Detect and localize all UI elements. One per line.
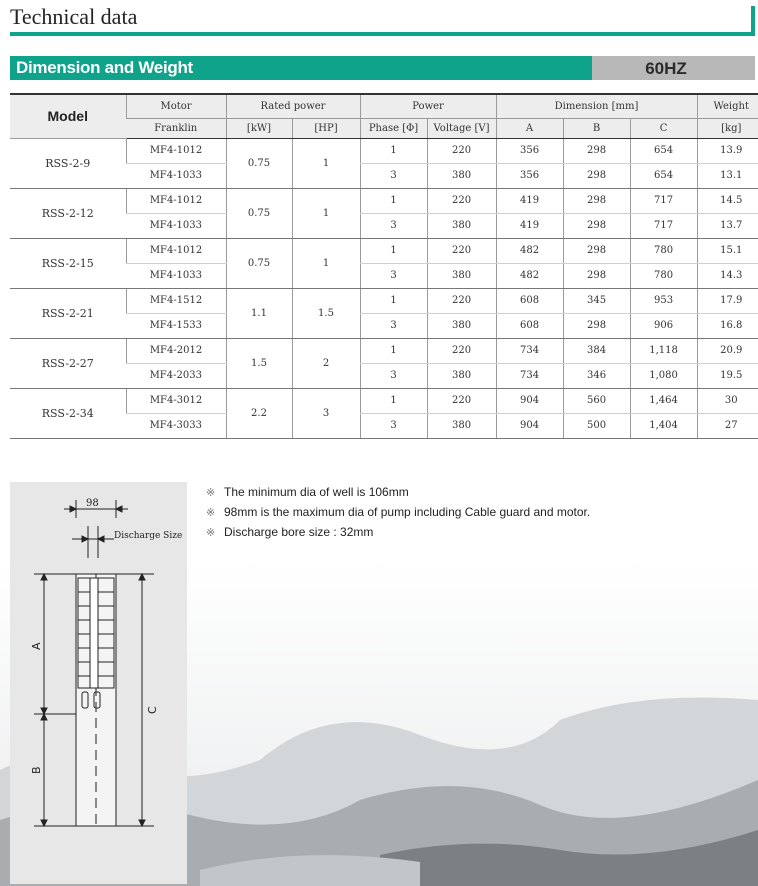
header-voltage: Voltage [V] bbox=[427, 118, 496, 138]
motor-cell: MF4-3012 bbox=[126, 388, 226, 413]
voltage-cell: 380 bbox=[427, 263, 496, 288]
header-phase: Phase [Φ] bbox=[360, 118, 427, 138]
dim-b-cell: 500 bbox=[563, 413, 630, 438]
hp-cell: 1.5 bbox=[292, 288, 360, 338]
phase-cell: 3 bbox=[360, 163, 427, 188]
motor-cell: MF4-3033 bbox=[126, 413, 226, 438]
kw-cell: 1.1 bbox=[226, 288, 292, 338]
header-kw: [kW] bbox=[226, 118, 292, 138]
pump-diagram bbox=[10, 482, 187, 884]
note-text: The minimum dia of well is 106mm bbox=[224, 485, 409, 499]
voltage-cell: 380 bbox=[427, 413, 496, 438]
dim-c-cell: 780 bbox=[630, 238, 697, 263]
dim-b-cell: 298 bbox=[563, 163, 630, 188]
header-b: B bbox=[563, 118, 630, 138]
dim-a-cell: 904 bbox=[496, 388, 563, 413]
kw-cell: 0.75 bbox=[226, 138, 292, 188]
motor-cell: MF4-1512 bbox=[126, 288, 226, 313]
model-cell: RSS-2-9 bbox=[10, 138, 126, 188]
phase-cell: 1 bbox=[360, 138, 427, 163]
header-c: C bbox=[630, 118, 697, 138]
dim-a-cell: 734 bbox=[496, 338, 563, 363]
phase-cell: 1 bbox=[360, 338, 427, 363]
table-row bbox=[10, 138, 758, 163]
hp-cell: 1 bbox=[292, 238, 360, 288]
dim-b-cell: 345 bbox=[563, 288, 630, 313]
motor-cell: MF4-2012 bbox=[126, 338, 226, 363]
weight-cell: 14.5 bbox=[697, 188, 758, 213]
weight-cell: 13.9 bbox=[697, 138, 758, 163]
dim-b-cell: 298 bbox=[563, 313, 630, 338]
dim-c-cell: 654 bbox=[630, 138, 697, 163]
phase-cell: 3 bbox=[360, 213, 427, 238]
header-power: Power bbox=[360, 94, 496, 118]
dim-c-cell: 717 bbox=[630, 188, 697, 213]
table-header-row bbox=[10, 94, 758, 118]
dim-c-cell: 717 bbox=[630, 213, 697, 238]
dim-a-cell: 419 bbox=[496, 213, 563, 238]
model-cell: RSS-2-12 bbox=[10, 188, 126, 238]
kw-cell: 0.75 bbox=[226, 238, 292, 288]
dim-c-cell: 654 bbox=[630, 163, 697, 188]
phase-cell: 3 bbox=[360, 313, 427, 338]
note-item bbox=[206, 502, 590, 522]
weight-cell: 27 bbox=[697, 413, 758, 438]
frequency-bar bbox=[592, 56, 755, 80]
header-rated-power: Rated power bbox=[226, 94, 360, 118]
voltage-cell: 220 bbox=[427, 338, 496, 363]
dim-c-cell: 906 bbox=[630, 313, 697, 338]
model-cell: RSS-2-27 bbox=[10, 338, 126, 388]
dim-a-cell: 356 bbox=[496, 163, 563, 188]
header-weight-unit: [kg] bbox=[697, 118, 758, 138]
header-weight: Weight bbox=[697, 94, 758, 118]
phase-cell: 3 bbox=[360, 413, 427, 438]
weight-cell: 20.9 bbox=[697, 338, 758, 363]
voltage-cell: 380 bbox=[427, 313, 496, 338]
voltage-cell: 220 bbox=[427, 138, 496, 163]
table-row bbox=[10, 338, 758, 363]
phase-cell: 1 bbox=[360, 238, 427, 263]
weight-cell: 14.3 bbox=[697, 263, 758, 288]
header-dimension: Dimension [mm] bbox=[496, 94, 697, 118]
kw-cell: 2.2 bbox=[226, 388, 292, 438]
section-bar bbox=[10, 56, 755, 80]
page-title: Technical data bbox=[10, 4, 138, 29]
note-text: Discharge bore size : 32mm bbox=[224, 525, 374, 539]
dim-a-cell: 734 bbox=[496, 363, 563, 388]
phase-cell: 1 bbox=[360, 188, 427, 213]
dim-b-cell: 298 bbox=[563, 263, 630, 288]
table-row bbox=[10, 188, 758, 213]
model-cell: RSS-2-21 bbox=[10, 288, 126, 338]
motor-cell: MF4-1033 bbox=[126, 213, 226, 238]
voltage-cell: 380 bbox=[427, 213, 496, 238]
weight-cell: 13.1 bbox=[697, 163, 758, 188]
dimension-weight-table bbox=[10, 93, 758, 439]
dim-a-cell: 356 bbox=[496, 138, 563, 163]
weight-cell: 19.5 bbox=[697, 363, 758, 388]
dim-c-cell: 953 bbox=[630, 288, 697, 313]
voltage-cell: 220 bbox=[427, 188, 496, 213]
motor-cell: MF4-1033 bbox=[126, 263, 226, 288]
weight-cell: 17.9 bbox=[697, 288, 758, 313]
dim-a-cell: 482 bbox=[496, 238, 563, 263]
dim-c-cell: 780 bbox=[630, 263, 697, 288]
frequency-label: 60HZ bbox=[645, 59, 687, 78]
table-row bbox=[10, 388, 758, 413]
motor-cell: MF4-1012 bbox=[126, 138, 226, 163]
weight-cell: 15.1 bbox=[697, 238, 758, 263]
kw-cell: 1.5 bbox=[226, 338, 292, 388]
motor-cell: MF4-1012 bbox=[126, 188, 226, 213]
note-text: 98mm is the maximum dia of pump including Cable guard and motor. bbox=[224, 505, 591, 519]
voltage-cell: 220 bbox=[427, 388, 496, 413]
dim-c-cell: 1,118 bbox=[630, 338, 697, 363]
voltage-cell: 380 bbox=[427, 163, 496, 188]
header-hp: [HP] bbox=[292, 118, 360, 138]
motor-cell: MF4-1012 bbox=[126, 238, 226, 263]
dim-a-cell: 904 bbox=[496, 413, 563, 438]
dim-c-cell: 1,404 bbox=[630, 413, 697, 438]
weight-cell: 30 bbox=[697, 388, 758, 413]
dim-b-cell: 560 bbox=[563, 388, 630, 413]
section-title: Dimension and Weight bbox=[16, 58, 193, 77]
width-label: 98 bbox=[86, 498, 99, 509]
note-marker: ※ bbox=[206, 506, 216, 519]
dim-c-cell: 1,464 bbox=[630, 388, 697, 413]
model-cell: RSS-2-15 bbox=[10, 238, 126, 288]
motor-cell: MF4-2033 bbox=[126, 363, 226, 388]
dim-c-cell: 1,080 bbox=[630, 363, 697, 388]
hp-cell: 2 bbox=[292, 338, 360, 388]
notes-list bbox=[206, 482, 590, 542]
dimension-a-label: A bbox=[30, 642, 43, 650]
dim-b-cell: 298 bbox=[563, 238, 630, 263]
table-row bbox=[10, 288, 758, 313]
kw-cell: 0.75 bbox=[226, 188, 292, 238]
table-row bbox=[10, 238, 758, 263]
dim-a-cell: 419 bbox=[496, 188, 563, 213]
phase-cell: 3 bbox=[360, 263, 427, 288]
hp-cell: 3 bbox=[292, 388, 360, 438]
dim-a-cell: 608 bbox=[496, 313, 563, 338]
note-marker: ※ bbox=[206, 486, 216, 499]
phase-cell: 1 bbox=[360, 388, 427, 413]
hp-cell: 1 bbox=[292, 188, 360, 238]
note-item bbox=[206, 482, 590, 502]
dim-b-cell: 298 bbox=[563, 213, 630, 238]
dim-a-cell: 608 bbox=[496, 288, 563, 313]
weight-cell: 16.8 bbox=[697, 313, 758, 338]
weight-cell: 13.7 bbox=[697, 213, 758, 238]
model-cell: RSS-2-34 bbox=[10, 388, 126, 438]
section-title-bar bbox=[10, 56, 592, 80]
dim-b-cell: 346 bbox=[563, 363, 630, 388]
header-motor: Motor bbox=[126, 94, 226, 118]
dim-b-cell: 384 bbox=[563, 338, 630, 363]
discharge-size-label: Discharge Size bbox=[114, 531, 183, 541]
note-marker: ※ bbox=[206, 526, 216, 539]
title-right-bracket bbox=[751, 6, 755, 36]
dimension-c-label: C bbox=[146, 706, 159, 714]
voltage-cell: 220 bbox=[427, 288, 496, 313]
header-a: A bbox=[496, 118, 563, 138]
voltage-cell: 220 bbox=[427, 238, 496, 263]
title-underline bbox=[10, 32, 755, 36]
dim-b-cell: 298 bbox=[563, 138, 630, 163]
hp-cell: 1 bbox=[292, 138, 360, 188]
note-item bbox=[206, 522, 590, 542]
motor-cell: MF4-1033 bbox=[126, 163, 226, 188]
dim-b-cell: 298 bbox=[563, 188, 630, 213]
phase-cell: 3 bbox=[360, 363, 427, 388]
header-model: Model bbox=[10, 94, 126, 138]
phase-cell: 1 bbox=[360, 288, 427, 313]
motor-cell: MF4-1533 bbox=[126, 313, 226, 338]
dim-a-cell: 482 bbox=[496, 263, 563, 288]
dimension-b-label: B bbox=[30, 766, 43, 774]
header-motor-brand: Franklin bbox=[126, 118, 226, 138]
pump-drawing bbox=[10, 482, 187, 884]
voltage-cell: 380 bbox=[427, 363, 496, 388]
